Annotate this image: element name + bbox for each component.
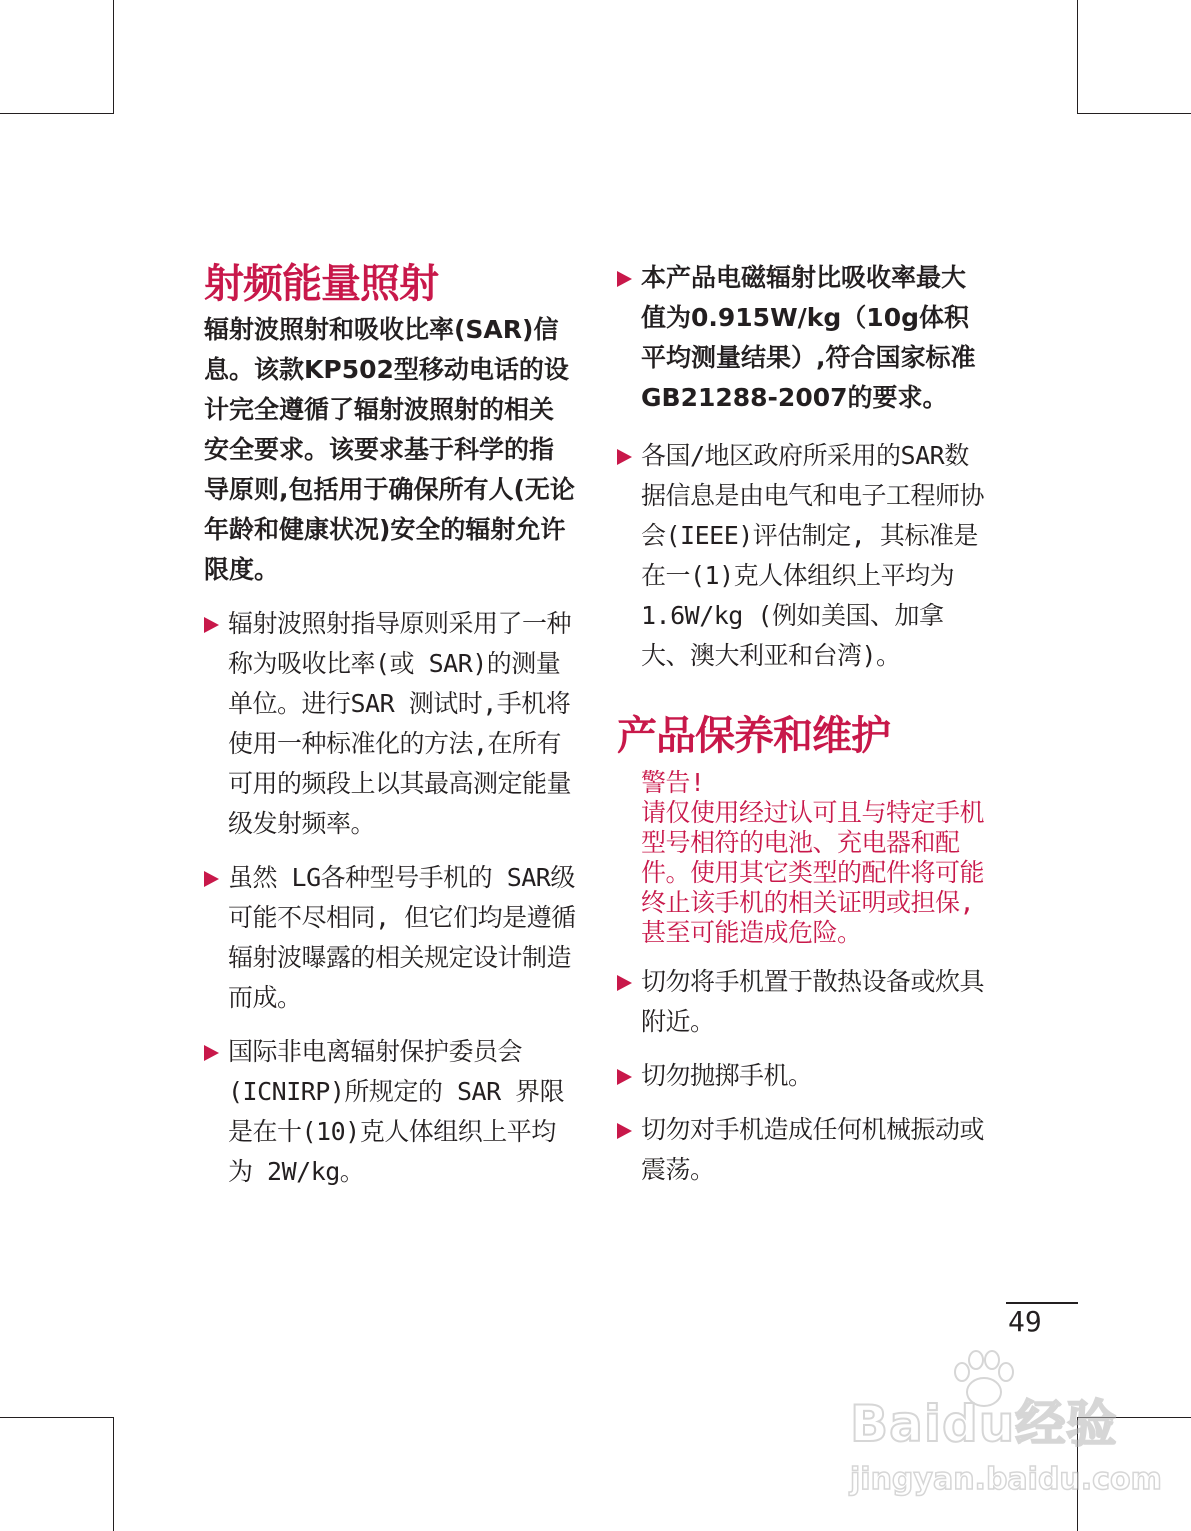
triangle-bullet-icon (204, 1045, 219, 1061)
list-item: 切勿抛掷手机。 (617, 1056, 989, 1096)
watermark-logo: Baidu经验 (850, 1395, 1118, 1453)
warning-block (617, 768, 989, 948)
left-column (204, 258, 576, 1192)
triangle-bullet-icon (617, 1069, 632, 1085)
baidu-watermark (838, 1350, 1162, 1530)
list-item: 辐射波照射指导原则采用了一种称为吸收比率(或 SAR)的测量单位。进行SAR 测试时,手机将使用一种标准化的方法,在所有可用的频段上以其最高测定能量级发射频率。 (204, 604, 576, 844)
list-item: 切勿对手机造成任何机械振动或震荡。 (617, 1110, 989, 1190)
triangle-bullet-icon (617, 975, 632, 991)
crop-mark (1077, 113, 1191, 114)
list-item: 国际非电离辐射保护委员会(ICNIRP)所规定的 SAR 界限是在十(10)克人体组织上平均为 2W/kg。 (204, 1032, 576, 1192)
triangle-bullet-icon (617, 449, 632, 465)
list-item: 本产品电磁辐射比吸收率最大值为0.915W/kg（10g体积平均测量结果）,符合国家标准GB21288-2007的要求。 (617, 258, 989, 418)
right-column (617, 258, 989, 1190)
list-item: 各国/地区政府所采用的SAR数据信息是由电气和电子工程师协会(IEEE)评估制定, 其标准是在一(1)克人体组织上平均为 1.6W/kg (例如美国、加拿大、澳大利亚和台湾)。 (617, 436, 989, 676)
crop-mark (0, 1417, 114, 1418)
triangle-bullet-icon (617, 1123, 632, 1139)
section-heading-care: 产品保养和维护 (617, 713, 890, 759)
triangle-bullet-icon (204, 871, 219, 887)
sar-value-list (617, 258, 989, 676)
triangle-bullet-icon (617, 271, 632, 287)
sar-bullet-list (204, 604, 576, 1192)
page-number-rule (1006, 1302, 1078, 1304)
triangle-bullet-icon (204, 617, 219, 633)
crop-mark (113, 0, 114, 114)
crop-mark (113, 1417, 114, 1531)
sar-intro-paragraph: 辐射波照射和吸收比率(SAR)信息。该款KP502型移动电话的设计完全遵循了辐射波照射的相关安全要求。该要求基于科学的指导原则,包括用于确保所有人(无论年龄和健康状况)安全的辐射允许限度。 (204, 315, 575, 584)
section-heading-rf-exposure: 射频能量照射 (204, 261, 438, 307)
watermark-url: jingyan.baidu.com (850, 1462, 1162, 1497)
list-item: 虽然 LG各种型号手机的 SAR级可能不尽相同, 但它们均是遵循辐射波曝露的相关规定设计制造而成。 (204, 858, 576, 1018)
crop-mark (0, 113, 114, 114)
warning-text: 请仅使用经过认可且与特定手机型号相符的电池、充电器和配件。使用其它类型的配件将可能终止该手机的相关证明或担保, 甚至可能造成危险。 (641, 798, 985, 947)
crop-mark (1077, 0, 1078, 114)
page-number: 49 (1008, 1305, 1042, 1338)
care-bullet-list (617, 962, 989, 1190)
list-item: 切勿将手机置于散热设备或炊具附近。 (617, 962, 989, 1042)
warning-title: 警告! (641, 768, 705, 797)
